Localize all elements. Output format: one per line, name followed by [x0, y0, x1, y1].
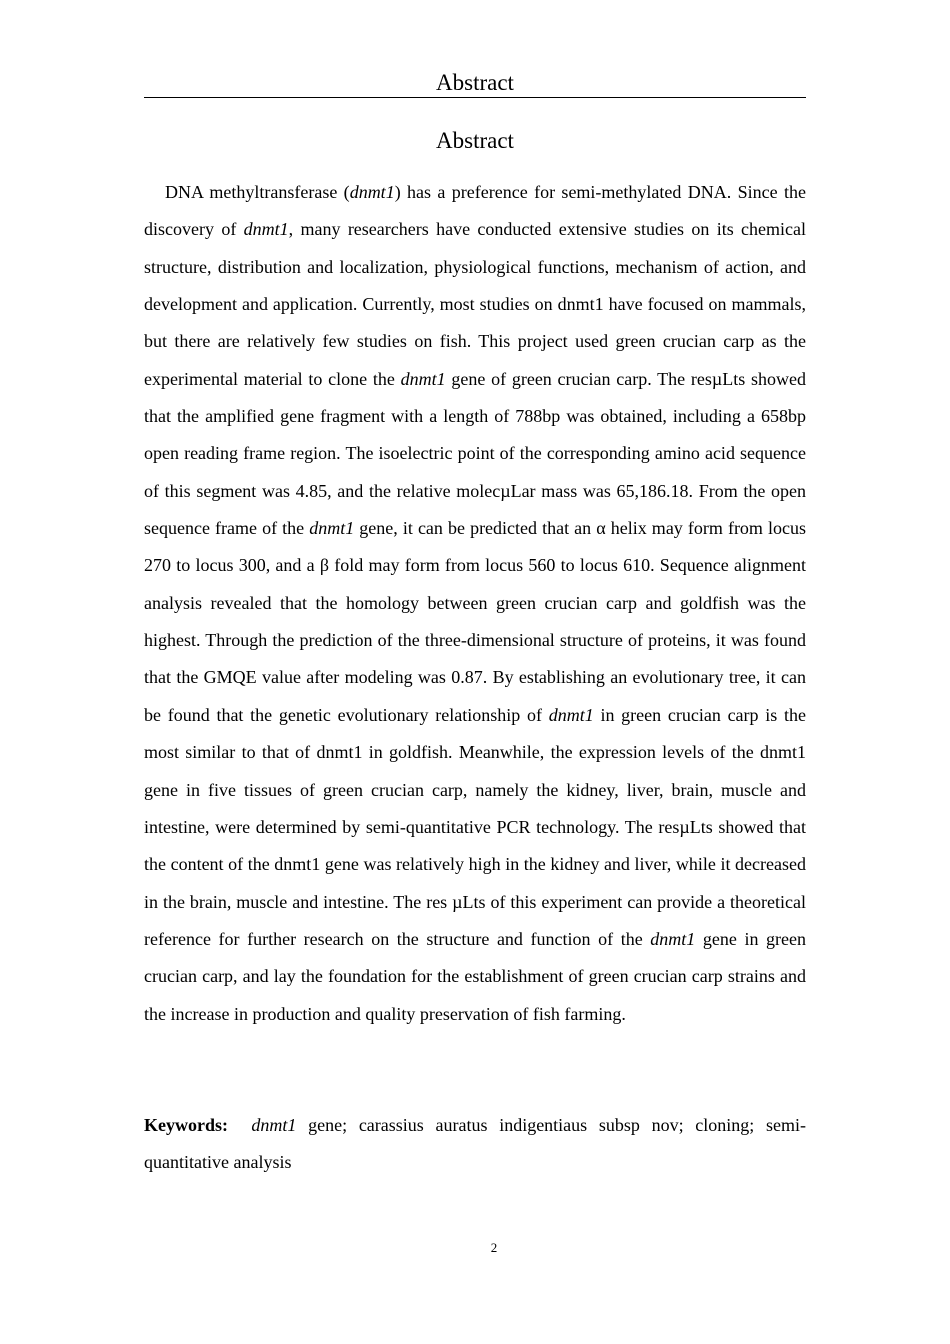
abstract-text: gene, it can be predicted that an α helix may form from locus 270 to locus 300, and a β fold may form from locus 560 to locus 610. Sequence alignment analysis revealed that the homology between green crucian carp and goldfish was the highest. Through the prediction of the three-dimensional structure of proteins, it was found that the GMQE value after modeling was 0.87. By establishing an evolutionary tree, it can be found that the genetic evolutionary relationship of — [144, 518, 807, 725]
abstract-text: gene of green crucian carp. The resµLts showed that the amplified gene fragment with a length of 788bp was obtained, including a 658bp open reading frame region. The isoelectric point of the corresponding amino acid sequence of this segment was 4.85, and the relative molecµLar mass was 65,186.18. From the open sequence frame of the — [144, 368, 806, 539]
abstract-text: ) has a preference for semi-methylated DNA. Since the discovery of — [144, 182, 806, 240]
abstract-text: in green crucian carp is the most similar to that of dnmt1 in goldfish. Meanwhile, the expression levels of the dnmt1 gene in five tissues of green crucian carp, namely the kidney, liver, brain, muscle and intestine, were determined by semi-quantitative PCR technology. The resµLts showed that the content of the dnmt1 gene was relatively high in the kidney and liver, while it decreased in the brain, muscle and intestine. The res µLts of this experiment can provide a theoretical reference for further research on the structure and function of the — [144, 704, 806, 949]
gene-name-italic: dnmt1 — [548, 704, 594, 725]
gene-name-italic: dnmt1 — [650, 928, 696, 949]
gene-name-italic: dnmt1 — [243, 219, 289, 240]
abstract-text: gene in green crucian carp, and lay the foundation for the establishment of green crucian carp strains and the increase in production and quality preservation of fish farming. — [144, 928, 807, 1024]
abstract-text: DNA methyltransferase ( — [165, 182, 350, 202]
keyword-gene-name: dnmt1 — [251, 1115, 297, 1135]
gene-name-italic: dnmt1 — [309, 518, 355, 539]
keywords-line — [144, 1107, 806, 1182]
keywords-label: Keywords: — [144, 1115, 228, 1135]
section-title: Abstract — [436, 128, 514, 153]
running-header: Abstract — [436, 70, 514, 95]
page-number: 2 — [490, 1240, 498, 1255]
gene-name-italic: dnmt1 — [349, 182, 395, 202]
abstract-paragraph — [144, 174, 806, 1033]
keywords-list: gene; carassius auratus indigentiaus subsp nov; cloning; semi-quantitative analysis — [144, 1115, 807, 1173]
gene-name-italic: dnmt1 — [400, 368, 446, 389]
abstract-text: , many researchers have conducted extensive studies on its chemical structure, distribution and localization, physiological functions, mechanism of action, and development and application. Currently, most studies on dnmt1 have focused on mammals, but there are relatively few studies on fish. This project used green crucian carp as the experimental material to clone the — [144, 219, 806, 389]
header-rule — [144, 97, 806, 98]
